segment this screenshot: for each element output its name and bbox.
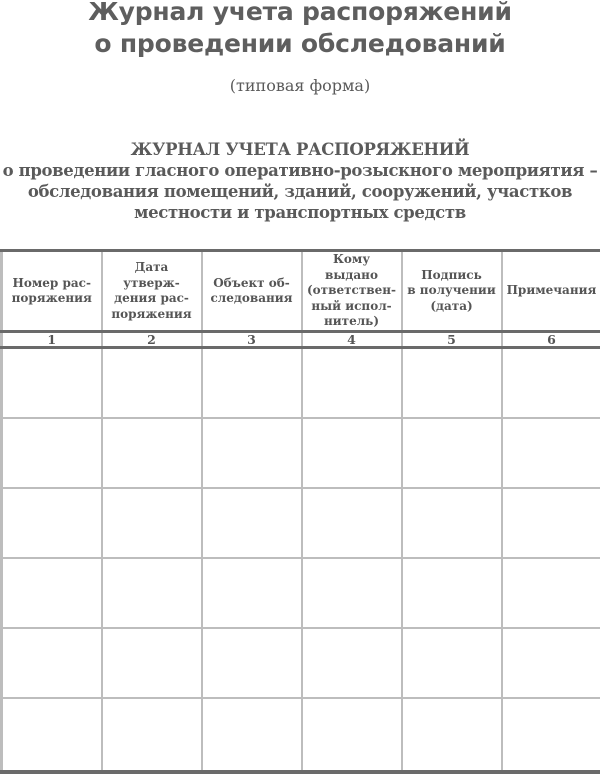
table-cell	[302, 488, 402, 558]
table-cell	[502, 628, 600, 698]
table-cell	[402, 348, 502, 419]
column-header-notes	[502, 251, 600, 332]
header-text-line: Кому выдано	[325, 252, 378, 282]
table-cell	[102, 628, 202, 698]
table-cell	[402, 628, 502, 698]
column-number: 5	[402, 332, 502, 348]
column-number-row	[2, 332, 600, 348]
table-cell	[2, 558, 102, 628]
table-cell	[402, 558, 502, 628]
header-text-line: Примечания	[506, 283, 597, 298]
table-cell	[502, 558, 600, 628]
column-number: 2	[102, 332, 202, 348]
table-cell	[302, 558, 402, 628]
table-cell	[2, 348, 102, 419]
header-text-line: Дата утверж-	[123, 260, 180, 290]
table-cell	[402, 698, 502, 772]
column-number: 1	[2, 332, 102, 348]
table-cell	[302, 348, 402, 419]
header-text-line: (дата)	[430, 298, 473, 313]
table-cell	[202, 418, 302, 488]
header-text-line: Подпись	[421, 267, 482, 282]
table-cell	[502, 698, 600, 772]
table-cell	[2, 418, 102, 488]
header-text-line: поряжения	[11, 291, 92, 305]
table-cell	[2, 628, 102, 698]
table-cell	[302, 628, 402, 698]
form-heading	[0, 139, 600, 223]
form-heading-caps: ЖУРНАЛ УЧЕТА РАСПОРЯЖЕНИЙ	[130, 140, 470, 159]
header-text-line: нитель)	[323, 314, 380, 329]
table-cell	[2, 698, 102, 772]
table-row	[2, 558, 600, 628]
header-text-line: (ответствен-	[306, 283, 396, 298]
table-cell	[202, 628, 302, 698]
column-number: 4	[302, 332, 402, 348]
table-row	[2, 348, 600, 419]
column-number: 3	[202, 332, 302, 348]
table-cell	[502, 488, 600, 558]
table-cell	[302, 418, 402, 488]
form-heading-line-1: о проведении гласного оперативно-розыскного мероприятия –	[2, 161, 598, 180]
column-header-receipt-signature	[402, 251, 502, 332]
table-row	[2, 628, 600, 698]
journal-table	[0, 249, 600, 774]
column-header-inspection-object	[202, 251, 302, 332]
table-cell	[202, 698, 302, 772]
table-cell	[2, 488, 102, 558]
header-text-line: Объект об-	[213, 275, 290, 290]
table-cell	[102, 488, 202, 558]
column-header-order-number	[2, 251, 102, 332]
document-title-line-1: Журнал учета распоряжений	[88, 0, 512, 26]
column-header-issued-to	[302, 251, 402, 332]
table-header-row	[2, 251, 600, 332]
table-row	[2, 698, 600, 772]
header-text-line: поряжения	[111, 306, 192, 321]
form-heading-line-3: местности и транспортных средств	[134, 203, 466, 222]
document-title-line-2: о проведении обследований	[94, 29, 506, 58]
table-cell	[102, 418, 202, 488]
table-row	[2, 488, 600, 558]
column-number: 6	[502, 332, 600, 348]
table-row	[2, 418, 600, 488]
table-cell	[202, 488, 302, 558]
table-cell	[202, 558, 302, 628]
header-text-line: следования	[210, 291, 293, 305]
document-subtitle: (типовая форма)	[229, 76, 371, 95]
table-cell	[502, 418, 600, 488]
document-title	[0, 0, 600, 60]
form-heading-line-2: обследования помещений, зданий, сооружений, участков	[27, 182, 573, 201]
table-cell	[402, 488, 502, 558]
table-cell	[102, 558, 202, 628]
header-text-line: ный испол-	[311, 298, 392, 313]
header-text-line: дения рас-	[114, 291, 189, 305]
table-cell	[102, 348, 202, 419]
table-cell	[102, 698, 202, 772]
table-cell	[402, 418, 502, 488]
table-cell	[202, 348, 302, 419]
header-text-line: в получении	[407, 283, 496, 298]
header-text-line: Номер рас-	[12, 275, 91, 290]
table-cell	[502, 348, 600, 419]
column-header-approval-date	[102, 251, 202, 332]
table-cell	[302, 698, 402, 772]
